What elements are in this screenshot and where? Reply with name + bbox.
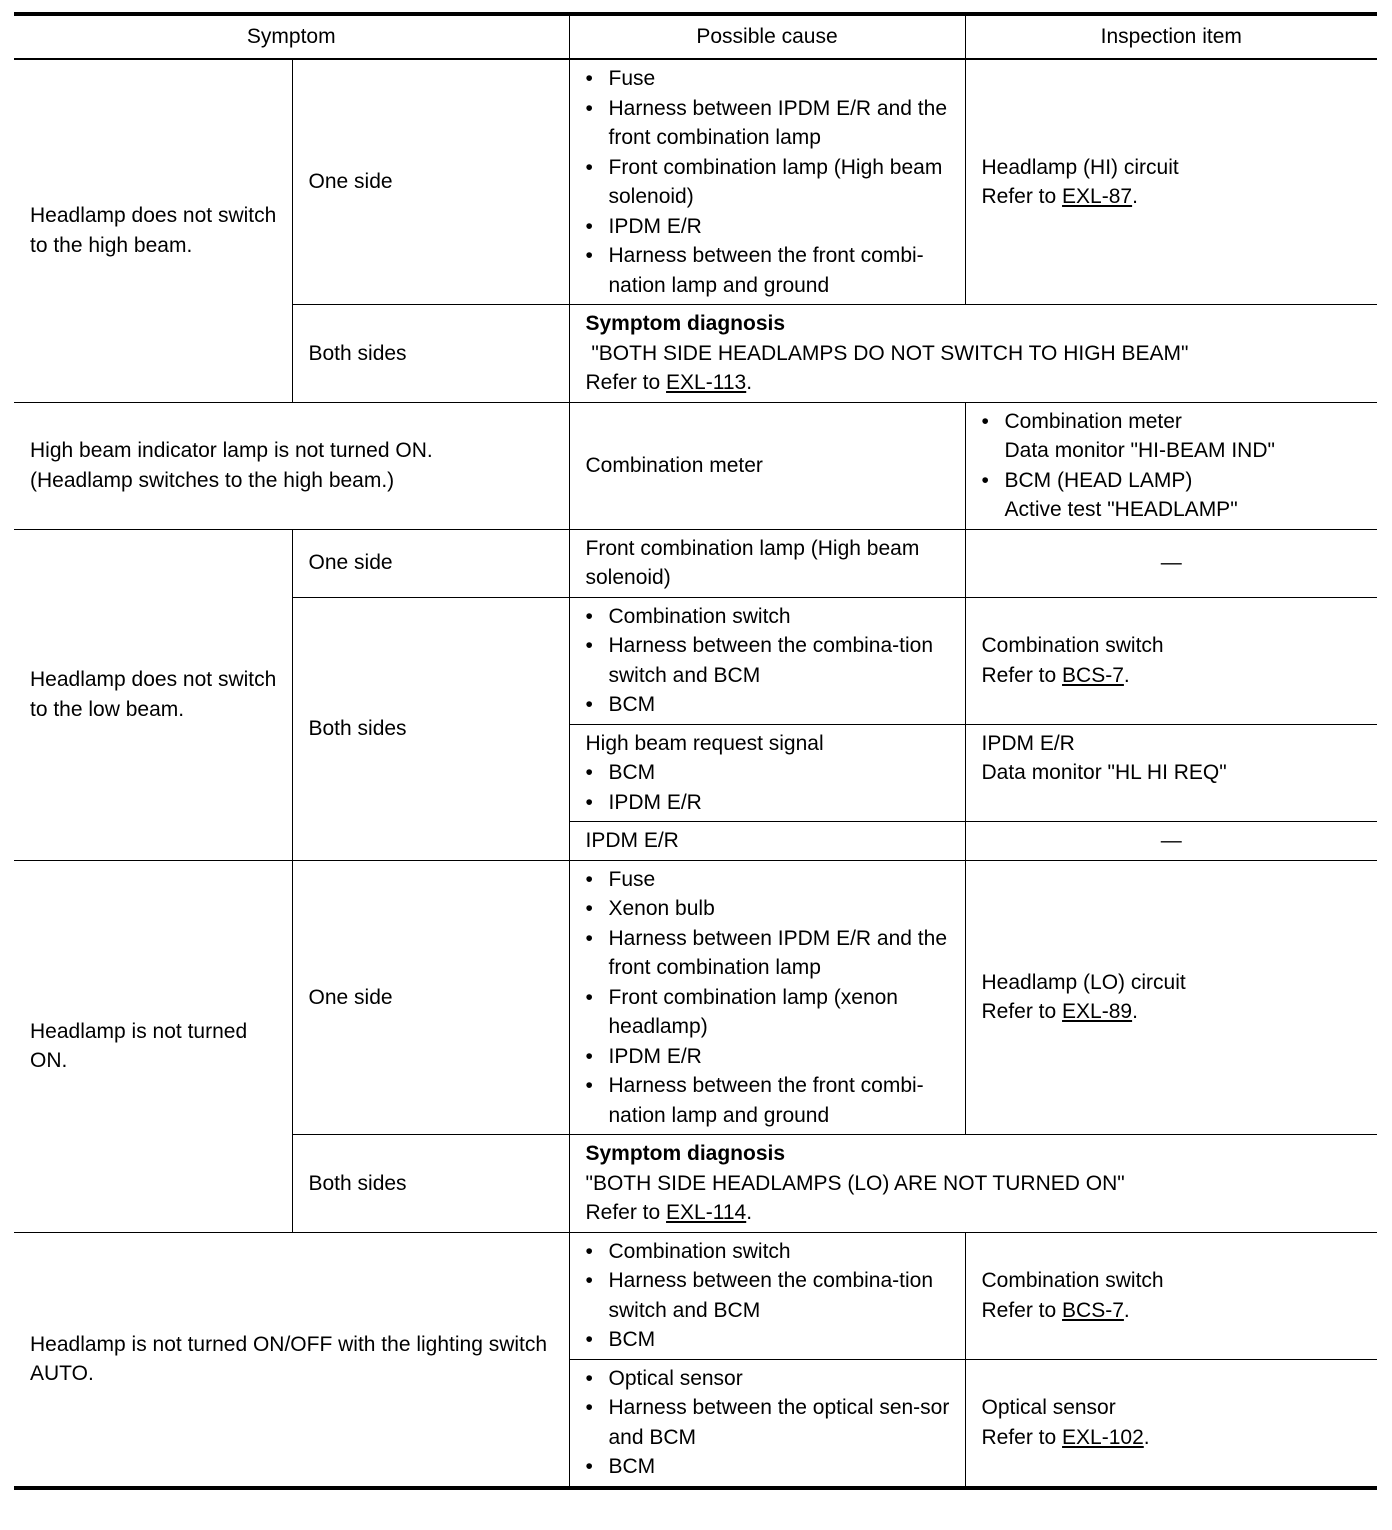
refer-prefix: Refer to bbox=[585, 1201, 667, 1224]
diagnosis-text: "BOTH SIDE HEADLAMPS DO NOT SWITCH TO HIGH BEAM" bbox=[591, 341, 1189, 365]
list-item: • BCM bbox=[586, 1452, 959, 1482]
ref-link-exl-89[interactable]: EXL-89 bbox=[1062, 1000, 1133, 1024]
diagnosis-title: Symptom diagnosis bbox=[585, 1142, 786, 1165]
cause-list bbox=[586, 1364, 959, 1482]
inspection-cell: Combination switch Refer to BCS-7. bbox=[965, 597, 1377, 724]
refer-prefix: Refer to bbox=[981, 185, 1063, 208]
header-inspection-item: Inspection item bbox=[965, 14, 1377, 59]
cause-cell bbox=[569, 1359, 965, 1488]
table-row bbox=[14, 1232, 1377, 1359]
inspection-cell: Combination switch Refer to BCS-7. bbox=[965, 1232, 1377, 1359]
refer-prefix: Refer to bbox=[981, 1298, 1063, 1322]
symptom-cell: Headlamp does not switch to the low beam. bbox=[14, 529, 292, 860]
cause-cell bbox=[569, 724, 965, 822]
cause-cell: Combination meter bbox=[569, 402, 965, 529]
diagnosis-title: Symptom diagnosis bbox=[585, 312, 786, 335]
inspection-title: Headlamp (LO) circuit bbox=[981, 970, 1186, 994]
list-item: • Front combination lamp (xenon headlamp) bbox=[586, 983, 959, 1042]
ref-link-exl-114[interactable]: EXL-114 bbox=[666, 1201, 747, 1224]
list-item: • IPDM E/R bbox=[586, 212, 959, 242]
symptom-cell: Headlamp is not turned ON/OFF with the lighting switch AUTO. bbox=[14, 1232, 569, 1488]
list-item: • Harness between the optical sen-sor and BCM bbox=[586, 1393, 959, 1452]
cause-list bbox=[586, 865, 959, 1131]
inspection-cell: IPDM E/R Data monitor "HL HI REQ" bbox=[965, 724, 1377, 822]
cause-list bbox=[586, 602, 959, 720]
list-item: • BCM bbox=[586, 1325, 959, 1355]
list-item: • Harness between the front combi-nation lamp and ground bbox=[586, 1071, 959, 1130]
inspection-title: Headlamp (HI) circuit bbox=[981, 155, 1179, 179]
inspection-cell-empty: — bbox=[965, 822, 1377, 861]
cause-list bbox=[586, 1237, 959, 1355]
list-item: • Harness between IPDM E/R and the front combination lamp bbox=[586, 94, 959, 153]
diagnosis-text: "BOTH SIDE HEADLAMPS (LO) ARE NOT TURNED ON" bbox=[585, 1171, 1125, 1195]
header-possible-cause: Possible cause bbox=[569, 14, 965, 59]
header-symptom: Symptom bbox=[14, 14, 569, 59]
cause-cell bbox=[569, 59, 965, 305]
cause-title: High beam request signal bbox=[585, 731, 824, 755]
list-item: • BCM bbox=[586, 690, 959, 720]
cause-cell: Front combination lamp (High beam solenoid) bbox=[569, 529, 965, 597]
list-item: • BCM (HEAD LAMP) Active test "HEADLAMP" bbox=[982, 466, 1372, 525]
list-item: • IPDM E/R bbox=[586, 788, 959, 818]
inspection-cell: Headlamp (LO) circuit Refer to EXL-89. bbox=[965, 860, 1377, 1135]
list-item: • Combination switch bbox=[586, 602, 959, 632]
table-row bbox=[14, 860, 1377, 1135]
inspection-cell bbox=[965, 402, 1377, 529]
ref-link-bcs-7[interactable]: BCS-7 bbox=[1062, 1298, 1124, 1322]
list-item: • Harness between the combina-tion switch and BCM bbox=[586, 1266, 959, 1325]
cause-cell bbox=[569, 597, 965, 724]
list-item: • Fuse bbox=[586, 865, 959, 895]
side-cell: Both sides bbox=[292, 597, 569, 860]
table-row bbox=[14, 402, 1377, 529]
diagnosis-table bbox=[14, 12, 1377, 1490]
list-item: • BCM bbox=[586, 758, 959, 788]
inspection-cell: Optical sensor Refer to EXL-102. bbox=[965, 1359, 1377, 1488]
symptom-diagnosis-cell: Symptom diagnosis "BOTH SIDE HEADLAMPS DO NOT SWITCH TO HIGH BEAM" Refer to EXL-113. bbox=[569, 305, 1377, 403]
cause-cell bbox=[569, 1232, 965, 1359]
list-item: • Optical sensor bbox=[586, 1364, 959, 1394]
inspection-title: Combination switch bbox=[981, 634, 1164, 657]
ref-link-exl-87[interactable]: EXL-87 bbox=[1062, 185, 1133, 208]
inspection-list bbox=[982, 407, 1372, 525]
cause-list bbox=[586, 758, 959, 817]
inspection-cell: Headlamp (HI) circuit Refer to EXL-87. bbox=[965, 59, 1377, 305]
list-item: • Xenon bulb bbox=[586, 894, 959, 924]
side-cell: Both sides bbox=[292, 1135, 569, 1233]
refer-prefix: Refer to bbox=[981, 1000, 1063, 1024]
list-item: • Front combination lamp (High beam solenoid) bbox=[586, 153, 959, 212]
inspection-cell-empty: — bbox=[965, 529, 1377, 597]
ref-link-exl-113[interactable]: EXL-113 bbox=[666, 371, 747, 394]
symptom-cell: Headlamp does not switch to the high beam. bbox=[14, 59, 292, 402]
list-item: • Harness between the combina-tion switch and BCM bbox=[586, 631, 959, 690]
list-item: • Harness between the front combi-nation lamp and ground bbox=[586, 241, 959, 300]
refer-prefix: Refer to bbox=[981, 1425, 1063, 1449]
cause-list bbox=[586, 64, 959, 300]
list-item: • Harness between IPDM E/R and the front combination lamp bbox=[586, 924, 959, 983]
list-item: • IPDM E/R bbox=[586, 1042, 959, 1072]
table-row bbox=[14, 529, 1377, 597]
symptom-diagnosis-cell: Symptom diagnosis "BOTH SIDE HEADLAMPS (LO) ARE NOT TURNED ON" Refer to EXL-114. bbox=[569, 1135, 1377, 1233]
list-item: • Combination meter Data monitor "HI-BEAM IND" bbox=[982, 407, 1372, 466]
header-row bbox=[14, 14, 1377, 59]
refer-prefix: Refer to bbox=[981, 663, 1063, 687]
symptom-cell: High beam indicator lamp is not turned ON. (Headlamp switches to the high beam.) bbox=[14, 402, 569, 529]
inspection-title: Optical sensor bbox=[981, 1396, 1116, 1419]
symptom-cell: Headlamp is not turned ON. bbox=[14, 860, 292, 1232]
side-cell: One side bbox=[292, 860, 569, 1135]
table-row bbox=[14, 59, 1377, 305]
list-item: • Fuse bbox=[586, 64, 959, 94]
side-cell: One side bbox=[292, 529, 569, 597]
inspection-title: Combination switch bbox=[981, 1269, 1164, 1292]
ref-link-exl-102[interactable]: EXL-102 bbox=[1062, 1425, 1144, 1449]
list-item: • Combination switch bbox=[586, 1237, 959, 1267]
side-cell: Both sides bbox=[292, 305, 569, 403]
cause-cell bbox=[569, 860, 965, 1135]
cause-cell: IPDM E/R bbox=[569, 822, 965, 861]
refer-prefix: Refer to bbox=[585, 371, 667, 394]
side-cell: One side bbox=[292, 59, 569, 305]
ref-link-bcs-7[interactable]: BCS-7 bbox=[1062, 663, 1124, 687]
